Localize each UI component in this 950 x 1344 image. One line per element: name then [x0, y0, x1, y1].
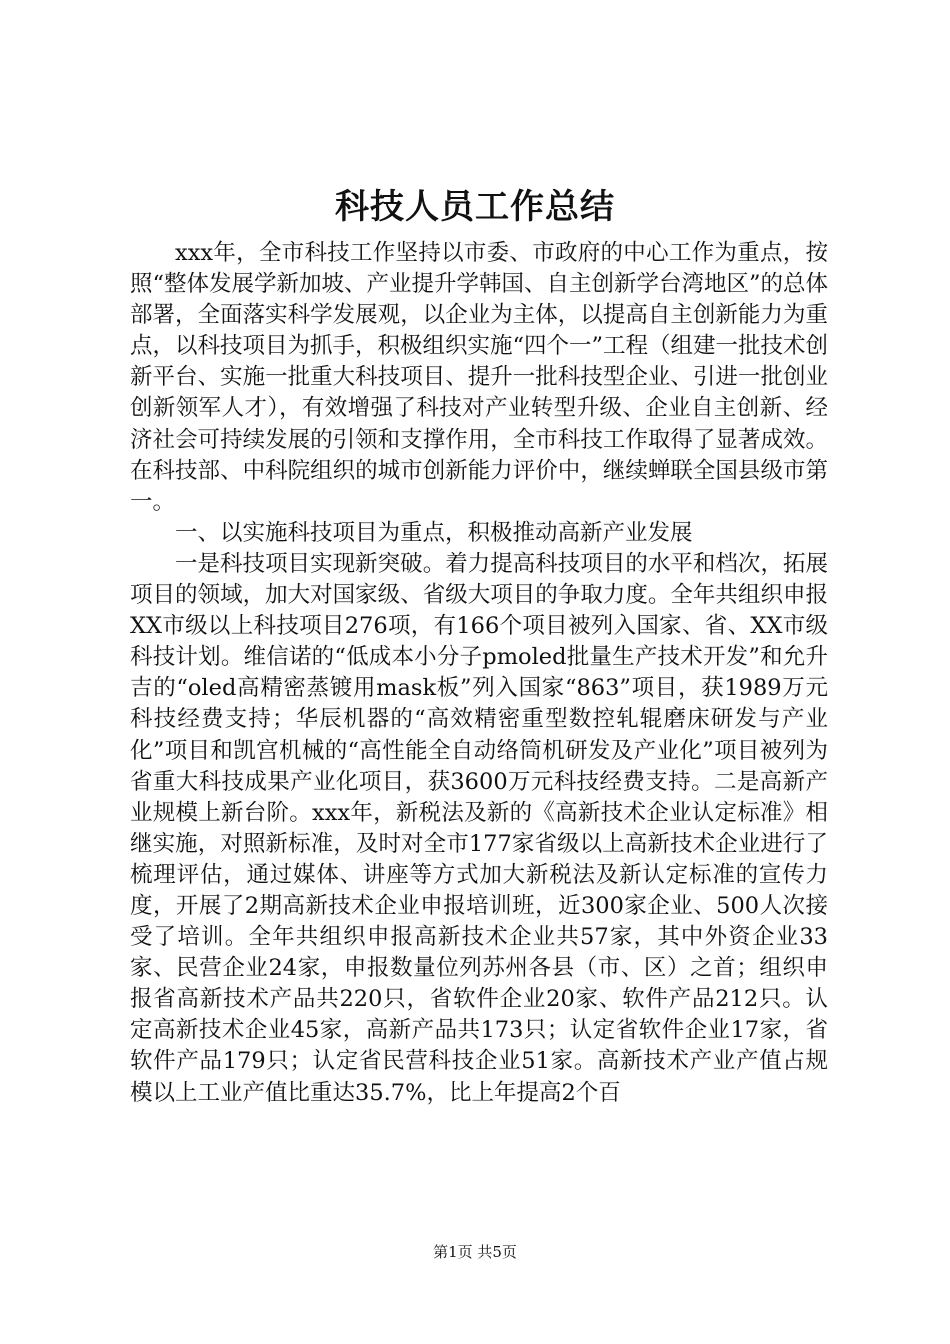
section-heading-1: 一、以实施科技项目为重点，积极推动高新产业发展 — [175, 519, 693, 546]
paragraph-section-1: 一是科技项目实现新突破。着力提高科技项目的水平和档次，拓展项目的领域，加大对国家级、省级大项目的争取力度。全年共组织申报XX市级以上科技项目276项，有166个项目被列入国家、省、XX市级科技计划。维信诺的“低成本小分子pmoled批量生产技术开发”和允升吉的“oled高精密蒸镀用mask板”列入国家“863”项目，获1989万元科技经费支持；华辰机器的“高效精密重型数控轧辊磨床研发与产业化”项目和凯宫机械的“高性能全自动络筒机研发及产业化”项目被列为省重大科技成果产业化项目，获3600万元科技经费支持。二是高新产业规模上新台阶。xxx年，新税法及新的《高新技术企业认定标准》相继实施，对照新标准，及时对全市177家省级以上高新技术企业进行了梳理评估，通过媒体、讲座等方式加大新税法及新认定标准的宣传力度，开展了2期高新技术企业申报培训班，近300家企业、500人次接受了培训。全年共组织申报高新技术企业共57家，其中外资企业33家、民营企业24家，申报数量位列苏州各县（市、区）之首；组织申报省高新技术产品共220只，省软件企业20家、软件产品212只。认定高新技术企业45家，高新产品共173只；认定省软件企业17家，省软件产品179只；认定省民营科技企业51家。高新技术产业产值占规模以上工业产值比重达35.7%，比上年提高2个百 — [130, 550, 828, 1106]
page-footer: 第1页 共5页 — [433, 1243, 517, 1261]
paragraph-intro: xxx年，全市科技工作坚持以市委、市政府的中心工作为重点，按照“整体发展学新加坡、产业提升学韩国、自主创新学台湾地区”的总体部署，全面落实科学发展观，以企业为主体，以提高自主创新能力为重点，以科技项目为抓手，积极组织实施“四个一”工程（组建一批技术创新平台、实施一批重大科技项目、提升一批科技型企业、引进一批创业创新领军人才），有效增强了科技对产业转型升级、企业自主创新、经济社会可持续发展的引领和支撑作用，全市科技工作取得了显著成效。在科技部、中科院组织的城市创新能力评价中，继续蝉联全国县级市第一。 — [130, 240, 829, 515]
document-body — [130, 238, 828, 1109]
document-title: 科技人员工作总结 — [335, 187, 615, 227]
